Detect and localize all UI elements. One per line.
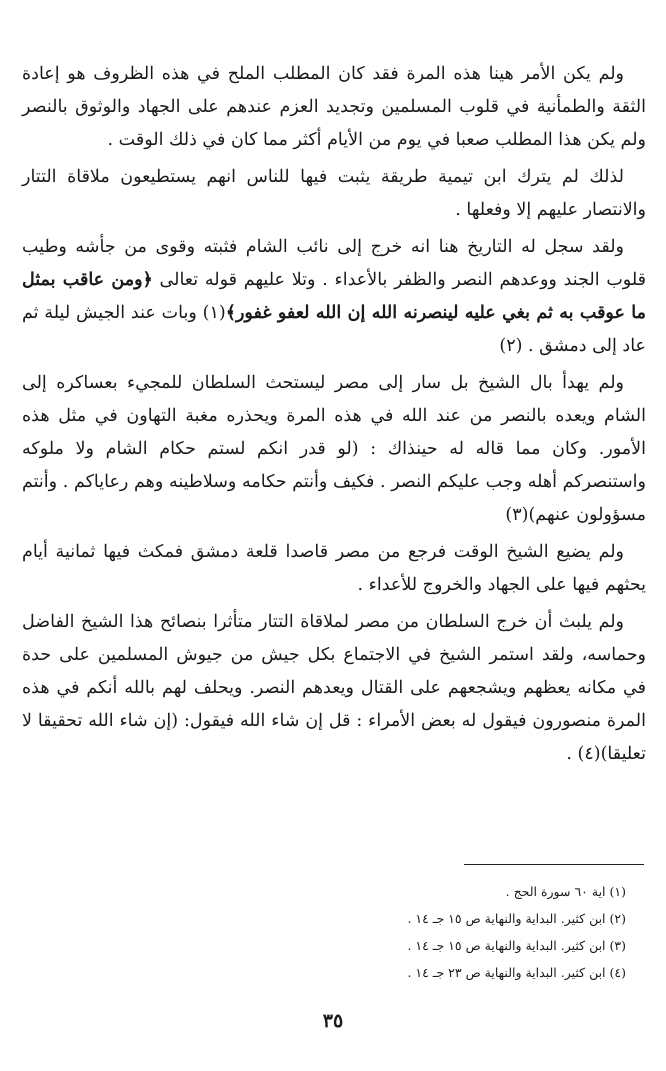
- paragraph-4: ولم يهدأ بال الشيخ بل سار إلى مصر ليستحث السلطان للمجيء بعساكره إلى الشام ويعده بالنصر من عند الله في هذه المرة ويحذره مغبة التهاون في مثل هذه الأمور. وكان مما قاله له حينذاك : (لو قدر انكم لستم حكام الشام ولا ملوكه واستنصركم أهله وجب عليكم النصر . فكيف وأنتم حكامه وسلاطينه وهم رعاياكم . وأنتم مسؤولون عنهم)(٣): [22, 373, 646, 525]
- paragraph-1: ولم يكن الأمر هينا هذه المرة فقد كان المطلب الملح في هذه الظروف هو إعادة الثقة والطمأنية في قلوب المسلمين وتجديد العزم عندهم على الجهاد والوثوق بالنصر ولم يكن هذا المطلب صعبا في يوم من الأيام أكثر مما كان في ذلك الوقت .: [22, 64, 646, 150]
- page-body: [22, 58, 646, 775]
- footnote-2: (٢) ابن كثير. البداية والنهاية ص ١٥ جـ ١٤ .: [407, 911, 626, 926]
- paragraph-3: [22, 231, 646, 363]
- footnote-3: (٣) ابن كثير. البداية والنهاية ص ١٥ جـ ١٤ .: [407, 938, 626, 953]
- page-number: ٣٥: [322, 1010, 344, 1032]
- paragraph-6: ولم يلبث أن خرج السلطان من مصر لملاقاة التتار متأثرا بنصائح هذا الشيخ الفاضل وحماسه، ولقد استمر الشيخ في الاجتماع بكل جيش من جيوش المسلمين على حدة في مكانه يعظهم ويشجعهم على القتال ويعدهم النصر. ويحلف لهم بالله أنكم في هذه المرة منصورون فيقول له بعض الأمراء : قل إن شاء الله فيقول: (إن شاء الله تحقيقا لا تعليقا)(٤) .: [22, 612, 646, 764]
- paragraph-5: ولم يضيع الشيخ الوقت فرجع من مصر قاصدا قلعة دمشق فمكث فيها ثمانية أيام يحثهم فيها على الجهاد والخروج للأعداء .: [22, 542, 646, 595]
- footnote-1: (١) اية ٦٠ سورة الحج .: [505, 884, 626, 899]
- footnote-divider: [464, 864, 644, 865]
- quran-verse: ﴿ومن عاقب بمثل ما عوقب به ثم بغي عليه لينصرنه الله إن الله لعفو غفور﴾: [22, 270, 646, 323]
- paragraph-3-before: ولقد سجل له التاريخ هنا انه خرج إلى نائب الشام فثبته وقوى من جأشه وطيب قلوب الجند ووعدهم النصر والظفر بالأعداء . وتلا عليهم قوله تعالى: [22, 237, 646, 290]
- paragraph-2: لذلك لم يترك ابن تيمية طريقة يثبت فيها للناس انهم يستطيعون ملاقاة التتار والانتصار عليهم إلا وفعلها .: [22, 167, 646, 220]
- footnotes: [66, 878, 626, 986]
- paragraph-3-after: (١) وبات عند الجيش ليلة ثم عاد إلى دمشق . (٢): [22, 303, 646, 356]
- footnote-4: (٤) ابن كثير. البداية والنهاية ص ٢٣ جـ ١٤ .: [407, 965, 626, 980]
